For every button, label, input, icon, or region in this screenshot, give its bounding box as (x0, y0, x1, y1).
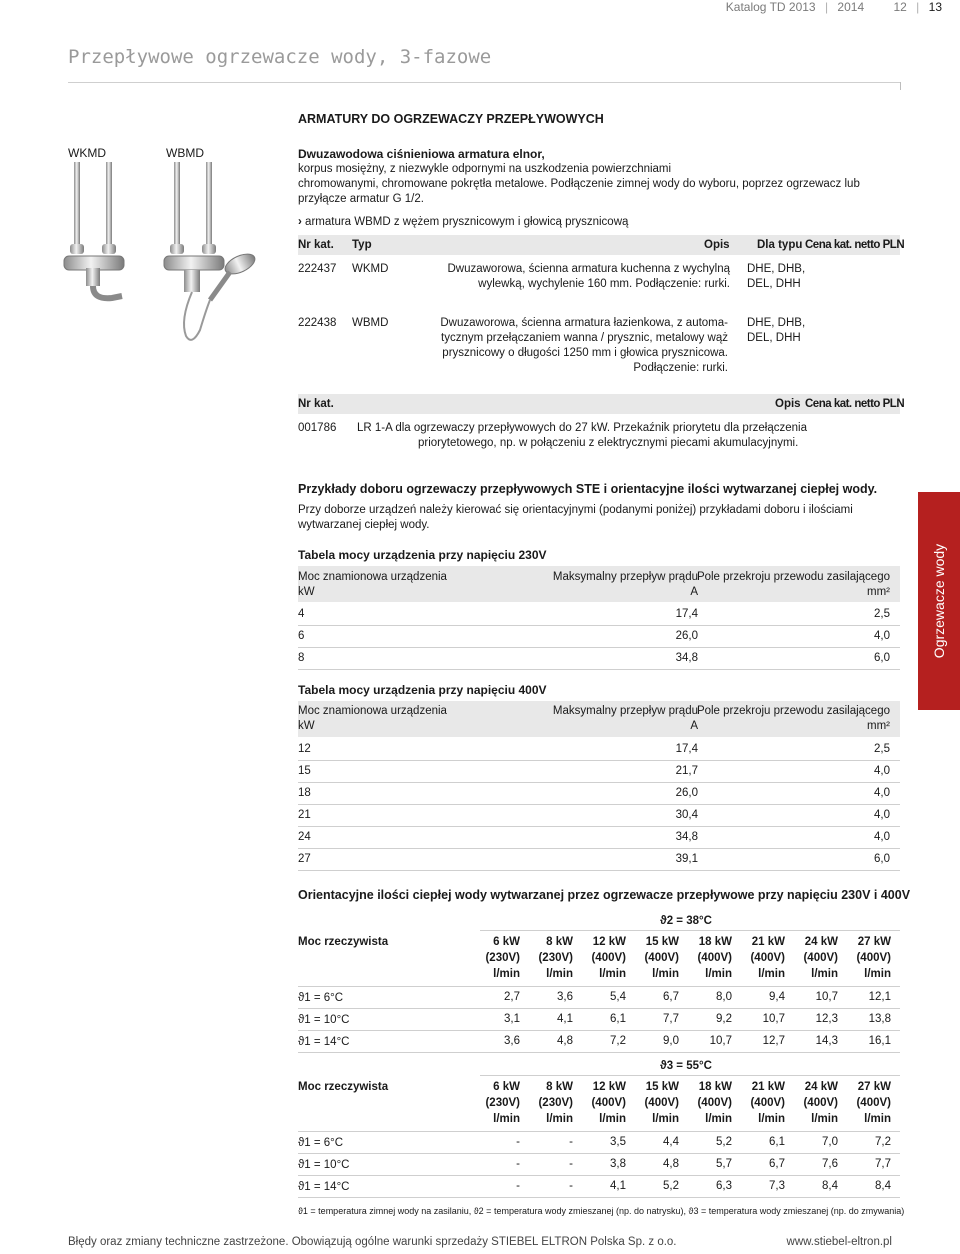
flow-value: - (569, 1158, 573, 1170)
row-nr: 222437 (298, 263, 337, 275)
col-header-opis: Opis (704, 239, 730, 251)
category-tab (918, 492, 960, 710)
cell-a: 21,7 (675, 765, 698, 777)
col-header-voltage: (400V) (591, 952, 626, 964)
col-header-unit: l/min (758, 968, 785, 980)
flow-value: - (516, 1158, 520, 1170)
col-header-voltage: (400V) (644, 952, 679, 964)
col-header-voltage: (400V) (644, 1097, 679, 1109)
flow-value: 8,4 (822, 1180, 838, 1192)
col-header-dla-typu: Dla typu (757, 239, 803, 251)
col-header: Pole przekroju przewodu zasilającego (696, 705, 890, 717)
flow-value: 16,1 (868, 1035, 891, 1047)
row-divider (298, 625, 900, 626)
cell-mm: 4,0 (874, 630, 890, 642)
col-header-power: 18 kW (698, 1081, 732, 1093)
col-header-unit: l/min (599, 1113, 626, 1125)
category-label: Ogrzewacze wody (931, 543, 947, 659)
flow-value: 5,7 (716, 1158, 732, 1170)
header-rule-tick (900, 82, 901, 90)
temperature-label: ϑ1 = 14°C (298, 1181, 350, 1193)
flow-value: 4,8 (663, 1158, 679, 1170)
temperature-label: ϑ1 = 14°C (298, 1036, 350, 1048)
examples-text: wytwarzanej ciepłej wody. (298, 519, 430, 531)
row-divider (298, 848, 900, 849)
col-header: Maksymalny przepływ prądu (552, 705, 698, 717)
row-divider (298, 804, 900, 805)
flow-value: 4,1 (610, 1180, 626, 1192)
flow-value: 13,8 (868, 1013, 891, 1025)
row-dla: DEL, DHH (747, 332, 801, 344)
flow-value: - (569, 1136, 573, 1148)
flow-value: 5,4 (610, 991, 626, 1003)
col-header-unit: l/min (758, 1113, 785, 1125)
section-title: ARMATURY DO OGRZEWACZY PRZEPŁYWOWYCH (298, 112, 604, 126)
col-header-unit: l/min (652, 1113, 679, 1125)
col-header-voltage: (400V) (750, 952, 785, 964)
cell-kw: 8 (298, 652, 305, 664)
faucet-illustration (60, 160, 290, 360)
flow-value: - (516, 1180, 520, 1192)
col-header: Maksymalny przepływ prądu (552, 571, 698, 583)
examples-title: Przykłady doboru ogrzewaczy przepływowych STE i orientacyjne ilości wytwarzanej ciepłej wody. (298, 482, 878, 496)
description-line: korpus mosiężny, z niezwykle odpornymi na uszkodzenia powierzchniami (298, 163, 672, 175)
label-wbmd: WBMD (166, 146, 204, 160)
row-divider (298, 1153, 900, 1154)
flow-value: 8,4 (875, 1180, 891, 1192)
flow-value: 7,2 (875, 1136, 891, 1148)
flow-value: 9,0 (663, 1035, 679, 1047)
flow-value: 4,4 (663, 1136, 679, 1148)
col-header-typ: Typ (352, 239, 372, 251)
product-description (298, 147, 898, 207)
moc-label: Moc rzeczywista (298, 936, 389, 948)
row-divider (298, 986, 900, 987)
cell-a: 26,0 (675, 787, 698, 799)
flow-value: 6,7 (663, 991, 679, 1003)
cell-mm: 6,0 (874, 652, 890, 664)
flow-value: 6,1 (610, 1013, 626, 1025)
description-line: chromowanymi, chromowane pokrętła metalowe. Podłączenie zimnej wody do wyboru, poprzez ogrzewacz lub (298, 178, 860, 190)
cell-kw: 24 (298, 831, 311, 843)
col-header-cena: Cena kat. netto PLN (805, 239, 905, 251)
row-dla: DEL, DHH (747, 278, 801, 290)
flow-value: 10,7 (709, 1035, 732, 1047)
row-opis: Podłączenie: rurki. (633, 362, 728, 374)
col-header-unit: l/min (864, 968, 891, 980)
row-divider (298, 1131, 900, 1132)
col-header-power: 15 kW (645, 1081, 679, 1093)
page-title: Przepływowe ogrzewacze wody, 3-fazowe (68, 46, 492, 68)
row-divider (298, 870, 900, 871)
col-header-unit: l/min (811, 1113, 838, 1125)
flow-value: 9,2 (716, 1013, 732, 1025)
cell-kw: 6 (298, 630, 305, 642)
row-typ: WBMD (352, 317, 389, 329)
flow-value: 7,6 (822, 1158, 838, 1170)
flow-value: 5,2 (716, 1136, 732, 1148)
col-header-unit: l/min (493, 1113, 520, 1125)
cell-mm: 2,5 (874, 608, 890, 620)
separator: | (916, 0, 920, 14)
cell-kw: 21 (298, 809, 311, 821)
col-header-unit: l/min (493, 968, 520, 980)
col-header-power: 24 kW (804, 936, 838, 948)
col-header: mm² (867, 586, 890, 598)
cell-mm: 4,0 (874, 831, 890, 843)
row-typ: WKMD (352, 263, 389, 275)
col-header-nr: Nr kat. (298, 398, 334, 410)
col-header-voltage: (400V) (803, 1097, 838, 1109)
cell-kw: 12 (298, 743, 311, 755)
table-230-title: Tabela mocy urządzenia przy napięciu 230V (298, 548, 547, 562)
page-left: 12 (893, 0, 907, 14)
moc-label: Moc rzeczywista (298, 1081, 389, 1093)
flow-value: 14,3 (815, 1035, 838, 1047)
description-title: Dwuzawodowa ciśnieniowa armatura elnor, (298, 147, 545, 161)
cell-kw: 15 (298, 765, 311, 777)
cell-a: 26,0 (675, 630, 698, 642)
row-divider (480, 930, 900, 931)
col-header-unit: l/min (705, 968, 732, 980)
flow-value: 7,7 (663, 1013, 679, 1025)
col-header-voltage: (400V) (591, 1097, 626, 1109)
col-header-cena: Cena kat. netto PLN (805, 398, 905, 410)
flow-value: 6,7 (769, 1158, 785, 1170)
temperature-header: ϑ3 = 55°C (660, 1060, 712, 1072)
flow-value: 12,7 (762, 1035, 785, 1047)
col-header-power: 8 kW (546, 1081, 573, 1093)
col-header-power: 6 kW (493, 936, 520, 948)
flow-value: 4,8 (557, 1035, 573, 1047)
catalog-year: 2014 (837, 0, 865, 14)
row-opis: tycznym przełączaniem wanna / prysznic, metalowy wąż (441, 332, 728, 344)
flow-value: 7,0 (822, 1136, 838, 1148)
page-right: 13 (928, 0, 942, 14)
col-header-power: 12 kW (592, 936, 626, 948)
cell-mm: 4,0 (874, 809, 890, 821)
col-header: A (690, 720, 698, 732)
row-dla: DHE, DHB, (747, 263, 806, 275)
temperature-label: ϑ1 = 10°C (298, 1159, 350, 1171)
col-header-voltage: (400V) (803, 952, 838, 964)
row-divider (298, 647, 900, 648)
flow-value: 4,1 (557, 1013, 573, 1025)
col-header: mm² (867, 720, 890, 732)
col-header-power: 24 kW (804, 1081, 838, 1093)
col-header-unit: l/min (705, 1113, 732, 1125)
cell-a: 39,1 (675, 853, 698, 865)
flow-value: 7,2 (610, 1035, 626, 1047)
flow-value: 3,6 (504, 1035, 520, 1047)
cell-a: 34,8 (675, 831, 698, 843)
flow-value: 3,8 (610, 1158, 626, 1170)
label-wkmd: WKMD (68, 146, 106, 160)
col-header-voltage: (400V) (856, 1097, 891, 1109)
col-header-voltage: (400V) (697, 952, 732, 964)
col-header-unit: l/min (599, 968, 626, 980)
row-divider (298, 669, 900, 670)
row-nr: 222438 (298, 317, 337, 329)
catalog-header (720, 0, 942, 14)
col-header-power: 27 kW (857, 936, 891, 948)
col-header: A (690, 586, 698, 598)
col-header-voltage: (400V) (750, 1097, 785, 1109)
cell-a: 17,4 (675, 743, 698, 755)
footer-disclaimer: Błędy oraz zmiany techniczne zastrzeżone. Obowiązują ogólne warunki sprzedaży STIEBEL ELTRON Polska Sp. z o.o. (68, 1236, 677, 1248)
col-header: kW (298, 720, 315, 732)
flow-value: - (516, 1136, 520, 1148)
col-header-voltage: (230V) (538, 952, 573, 964)
description-line: przyłącze armatur G 1/2. (298, 193, 424, 205)
row-divider (298, 826, 900, 827)
col-header-unit: l/min (652, 968, 679, 980)
cell-kw: 18 (298, 787, 311, 799)
bullet-line (298, 216, 628, 228)
row-opis: Dwuzaworowa, ścienna armatura łazienkowa, z automa- (440, 317, 728, 329)
row-divider (298, 1052, 900, 1053)
flow-value: 2,7 (504, 991, 520, 1003)
col-header: Moc znamionowa urządzenia (298, 705, 447, 717)
col-header-power: 18 kW (698, 936, 732, 948)
cell-a: 30,4 (675, 809, 698, 821)
flow-value: 10,7 (762, 1013, 785, 1025)
cell-a: 34,8 (675, 652, 698, 664)
cell-kw: 27 (298, 853, 311, 865)
hot-water-title: Orientacyjne ilości ciepłej wody wytwarzanej przez ogrzewacze przepływowe przy napięciu 230V i 400V (298, 888, 911, 902)
row-nr: 001786 (298, 422, 337, 434)
col-header-nr: Nr kat. (298, 239, 334, 251)
flow-value: 3,1 (504, 1013, 520, 1025)
col-header-opis: Opis (775, 398, 801, 410)
row-divider (298, 1030, 900, 1031)
flow-value: 3,5 (610, 1136, 626, 1148)
col-header-power: 6 kW (493, 1081, 520, 1093)
col-header: Pole przekroju przewodu zasilającego (696, 571, 890, 583)
flow-value: 8,0 (716, 991, 732, 1003)
row-opis: priorytetowego, np. w połączeniu z elektrycznymi piecami akumulacyjnymi. (418, 437, 799, 449)
col-header-voltage: (230V) (538, 1097, 573, 1109)
flow-value: 6,1 (769, 1136, 785, 1148)
table-400-title: Tabela mocy urządzenia przy napięciu 400V (298, 683, 547, 697)
row-divider (298, 1197, 900, 1198)
flow-value: 9,4 (769, 991, 785, 1003)
col-header-voltage: (400V) (856, 952, 891, 964)
cell-mm: 2,5 (874, 743, 890, 755)
flow-value: 12,3 (815, 1013, 838, 1025)
flow-value: 3,6 (557, 991, 573, 1003)
flow-value: 5,2 (663, 1180, 679, 1192)
footer-url[interactable]: www.stiebel-eltron.pl (786, 1236, 892, 1248)
header-rule (68, 82, 900, 83)
row-opis: prysznicowy o długości 1250 mm i głowica prysznicowa. (442, 347, 728, 359)
cell-kw: 4 (298, 608, 305, 620)
col-header-power: 12 kW (592, 1081, 626, 1093)
catalog-name: Katalog TD 2013 (725, 0, 816, 14)
temperature-label: ϑ1 = 10°C (298, 1014, 350, 1026)
col-header-voltage: (230V) (485, 1097, 520, 1109)
flow-value: 7,7 (875, 1158, 891, 1170)
bullet-text: armatura WBMD z wężem prysznicowym i głowicą prysznicową (305, 216, 629, 228)
row-divider (298, 1175, 900, 1176)
col-header-voltage: (400V) (697, 1097, 732, 1109)
flow-value: - (569, 1180, 573, 1192)
row-divider (480, 1075, 900, 1076)
temperature-label: ϑ1 = 6°C (298, 992, 344, 1004)
col-header-unit: l/min (811, 968, 838, 980)
row-opis: Dwuzaworowa, ścienna armatura kuchenna z wychylną (447, 263, 730, 275)
row-divider (298, 760, 900, 761)
col-header-power: 21 kW (751, 936, 785, 948)
flow-value: 10,7 (815, 991, 838, 1003)
cell-mm: 4,0 (874, 765, 890, 777)
cell-mm: 6,0 (874, 853, 890, 865)
separator: | (824, 0, 829, 14)
row-divider (298, 1008, 900, 1009)
temperature-header: ϑ2 = 38°C (660, 915, 712, 927)
row-opis: LR 1-A dla ogrzewaczy przepływowych do 27 kW. Przekaźnik priorytetu dla przełączenia (357, 422, 807, 434)
col-header-power: 15 kW (645, 936, 679, 948)
flow-value: 12,1 (868, 991, 891, 1003)
examples-text: Przy doborze urządzeń należy kierować się orientacyjnymi (podanymi poniżej) przykładami doboru i ilościami (298, 504, 853, 516)
temperature-label: ϑ1 = 6°C (298, 1137, 344, 1149)
col-header-voltage: (230V) (485, 952, 520, 964)
col-header: Moc znamionowa urządzenia (298, 571, 447, 583)
row-dla: DHE, DHB, (747, 317, 806, 329)
legend-text: ϑ1 = temperatura zimnej wody na zasilaniu, ϑ2 = temperatura wody zmieszanej (np. do natrysku), ϑ3 = temperatura wody zmieszanej (np. do zmywania) (298, 1206, 905, 1216)
flow-value: 7,3 (769, 1180, 785, 1192)
col-header-unit: l/min (546, 1113, 573, 1125)
chevron-right-icon: › (298, 216, 302, 228)
col-header-unit: l/min (546, 968, 573, 980)
col-header-power: 8 kW (546, 936, 573, 948)
cell-a: 17,4 (675, 608, 698, 620)
cell-mm: 4,0 (874, 787, 890, 799)
flow-value: 6,3 (716, 1180, 732, 1192)
col-header-power: 21 kW (751, 1081, 785, 1093)
row-divider (298, 782, 900, 783)
row-opis: wylewką, wychylenie 160 mm. Podłączenie: rurki. (478, 278, 730, 290)
col-header-power: 27 kW (857, 1081, 891, 1093)
col-header-unit: l/min (864, 1113, 891, 1125)
col-header: kW (298, 586, 315, 598)
